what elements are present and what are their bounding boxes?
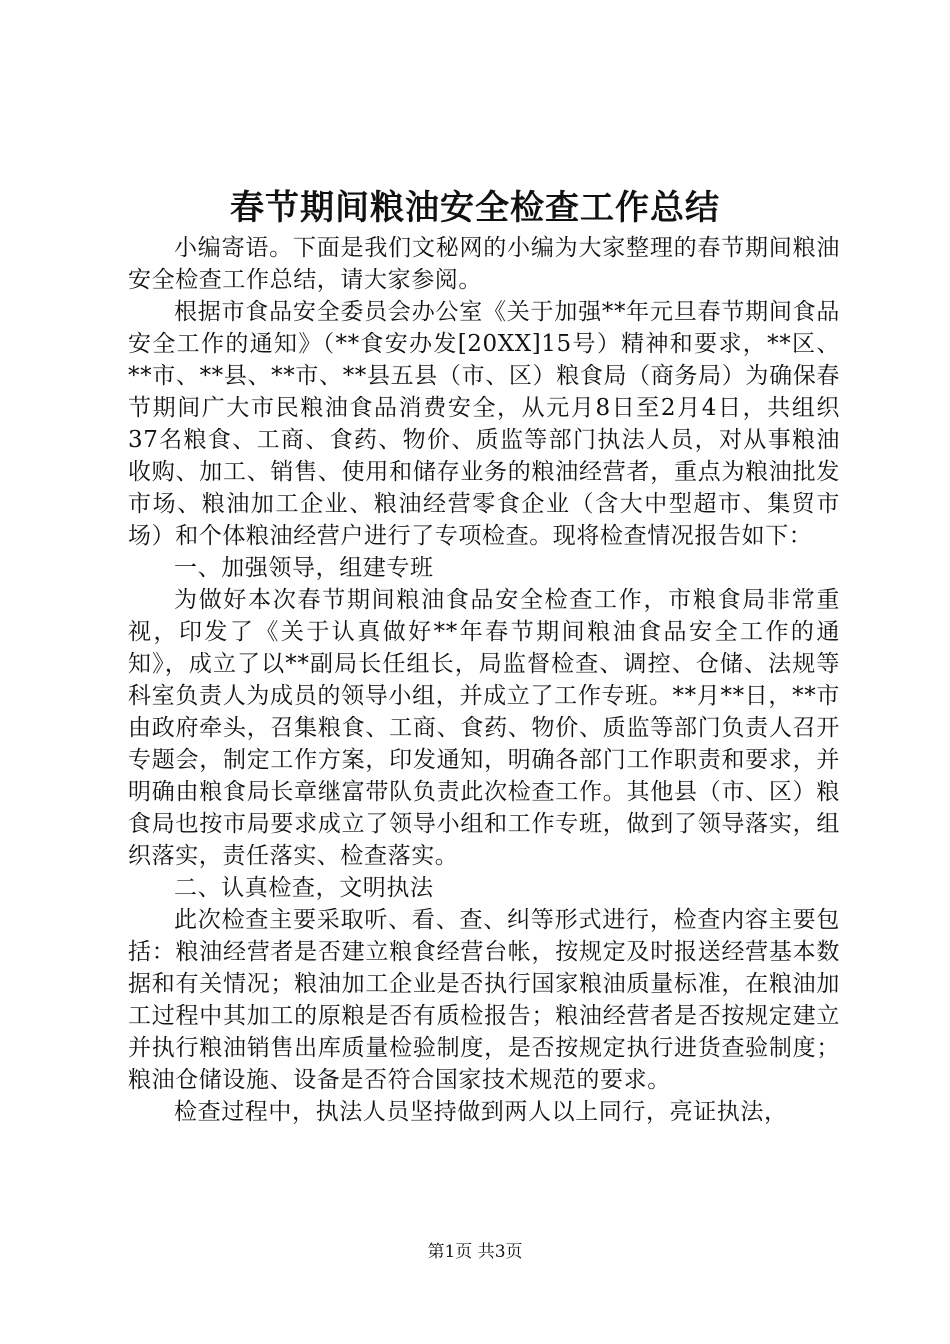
- page-footer: 第1页 共3页: [427, 1242, 523, 1262]
- intro-paragraph: 小编寄语。下面是我们文秘网的小编为大家整理的春节期间粮油安全检查工作总结，请大家参阅。: [128, 235, 840, 293]
- document-body: [128, 232, 840, 1128]
- paragraph-background: 根据市食品安全委员会办公室《关于加强**年元旦春节期间食品安全工作的通知》（**食安办发[20XX]15号）精神和要求，**区、**市、**县、**市、**县五县（市、区）粮食局（商务局）为确保春节期间广大市民粮油食品消费安全，从元月8日至2月4日，共组织37名粮食、工商、食药、物价、质监等部门执法人员，对从事粮油收购、加工、销售、使用和储存业务的粮油经营者，重点为粮油批发市场、粮油加工企业、粮油经营零食企业（含大中型超市、集贸市场）和个体粮油经营户进行了专项检查。现将检查情况报告如下：: [128, 299, 840, 549]
- paragraph-leadership: 为做好本次春节期间粮油食品安全检查工作，市粮食局非常重视，印发了《关于认真做好**年春节期间粮油食品安全工作的通知》，成立了以**副局长任组长，局监督检查、调控、仓储、法规等科室负责人为成员的领导小组，并成立了工作专班。**月**日，**市由政府牵头，召集粮食、工商、食药、物价、质监等部门负责人召开专题会，制定工作方案，印发通知，明确各部门工作职责和要求，并明确由粮食局长章继富带队负责此次检查工作。其他县（市、区）粮食局也按市局要求成立了领导小组和工作专班，做到了领导落实，组织落实，责任落实、检查落实。: [128, 587, 840, 869]
- document-title: 春节期间粮油安全检查工作总结: [230, 188, 720, 228]
- paragraph-inspection-process: 检查过程中，执法人员坚持做到两人以上同行，亮证执法，: [174, 1099, 788, 1125]
- section-heading-1: 一、加强领导，组建专班: [174, 555, 434, 581]
- paragraph-inspection-content: 此次检查主要采取听、看、查、纠等形式进行，检查内容主要包括：粮油经营者是否建立粮食经营台帐，按规定及时报送经营基本数据和有关情况；粮油加工企业是否执行国家粮油质量标准，在粮油加工过程中其加工的原粮是否有质检报告；粮油经营者是否按规定建立并执行粮油销售出库质量检验制度，是否按规定执行进货查验制度；粮油仓储设施、设备是否符合国家技术规范的要求。: [128, 907, 840, 1093]
- section-heading-2: 二、认真检查，文明执法: [174, 875, 434, 901]
